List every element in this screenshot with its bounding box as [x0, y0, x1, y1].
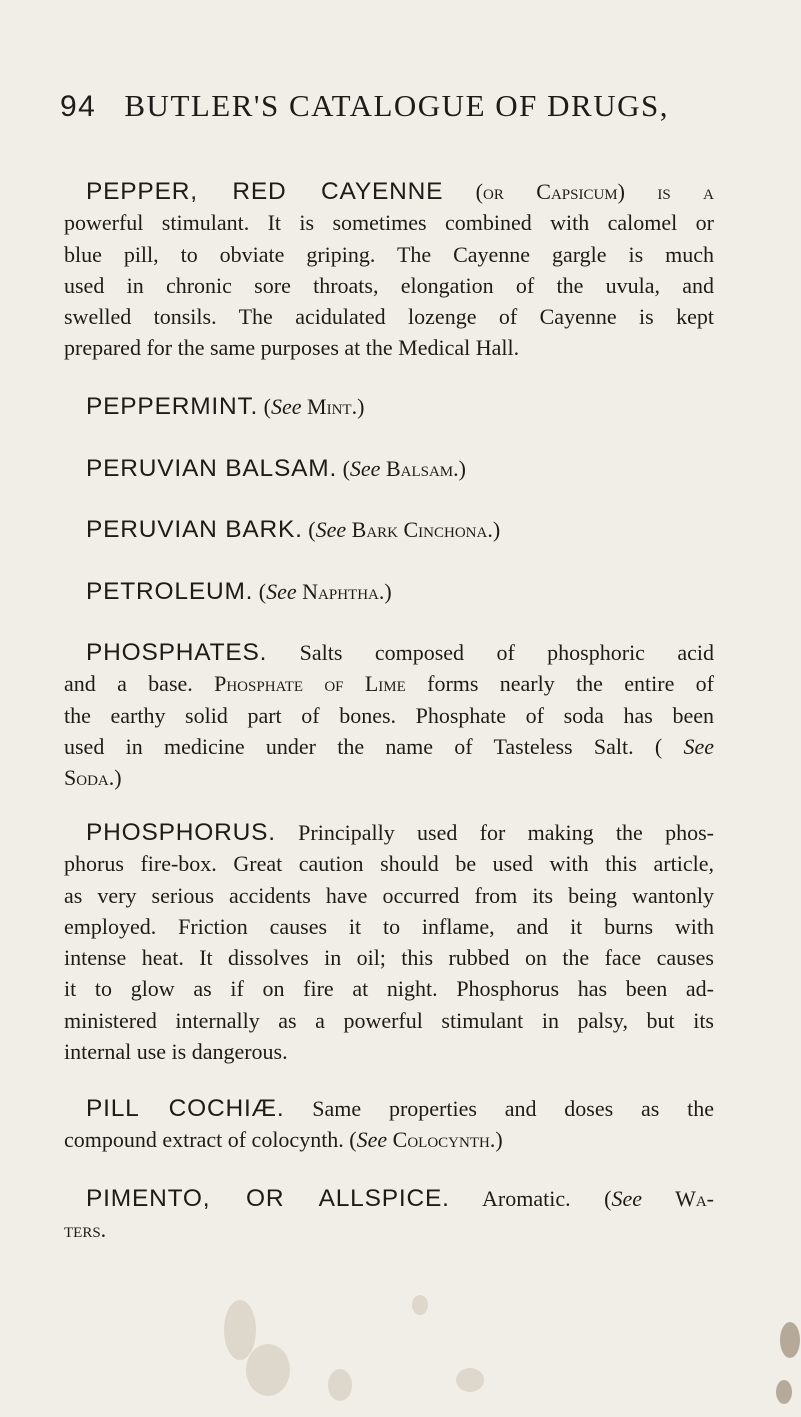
entry-line: and a base. Phosphate of Lime forms nearly the entire of [64, 671, 715, 697]
entry-line: Soda.) [64, 765, 122, 791]
entry-line: intense heat. It dissolves in oil; this rubbed on the face causes [64, 945, 714, 971]
entry-phosphorus [64, 817, 714, 1067]
entry-line: blue pill, to obviate griping. The Cayenne gargle is much [64, 241, 714, 267]
entry-pill-cochiae [64, 1093, 714, 1156]
entry-line: powerful stimulant. It is sometimes combined with calomel or [64, 210, 714, 236]
entry-line: PHOSPHORUS. Principally used for making the phos- [86, 819, 714, 846]
stain-mark [328, 1369, 352, 1401]
stain-mark [780, 1322, 800, 1358]
headword: PETROLEUM. [86, 578, 254, 605]
entry-line: it to glow as if on fire at night. Phosphorus has been ad- [64, 976, 714, 1002]
entry-peruvian-balsam: PERUVIAN BALSAM. (See Balsam.) [86, 455, 466, 482]
entry-line: compound extract of colocynth. (See Colocynth.) [64, 1127, 503, 1153]
entry-line: ministered internally as a powerful stimulant in palsy, but its [64, 1007, 714, 1033]
entry-line: swelled tonsils. The acidulated lozenge of Cayenne is kept [64, 304, 714, 330]
headword: PERUVIAN BALSAM. [86, 455, 338, 482]
stain-mark [224, 1300, 256, 1360]
running-header [60, 88, 760, 124]
stain-mark [456, 1368, 484, 1392]
entry-pimento [64, 1183, 714, 1246]
entry-line: prepared for the same purposes at the Medical Hall. [64, 335, 520, 361]
entry-line: as very serious accidents have occurred from its being wantonly [64, 882, 714, 908]
entry-line: PHOSPHATES. Salts composed of phosphoric acid [86, 639, 714, 666]
entry-line: PILL COCHIÆ. Same properties and doses as the [86, 1095, 714, 1122]
entry-peppermint: PEPPERMINT. (See Mint.) [86, 393, 365, 420]
entry-line: ters. [64, 1217, 107, 1243]
entry-line: used in chronic sore throats, elongation of the uvula, and [64, 272, 714, 298]
stain-mark [776, 1380, 792, 1404]
page-number: 94 [60, 90, 97, 123]
entry-phosphates [64, 637, 714, 793]
entry-line: phorus fire-box. Great caution should be used with this article, [64, 851, 714, 877]
entry-line: used in medicine under the name of Tasteless Salt. ( See [64, 733, 715, 759]
entry-petroleum: PETROLEUM. (See Naphtha.) [86, 578, 392, 605]
headword: PERUVIAN BARK. [86, 516, 303, 543]
entry-line: employed. Friction causes it to inflame, and it burns with [64, 913, 714, 939]
entry-line: the earthy solid part of bones. Phosphate of soda has been [64, 702, 714, 728]
entry-peruvian-bark: PERUVIAN BARK. (See Bark Cinchona.) [86, 516, 501, 543]
running-title: BUTLER'S CATALOGUE OF DRUGS, [124, 88, 669, 123]
stain-mark [412, 1295, 428, 1315]
headword: PEPPERMINT. [86, 393, 259, 420]
stain-mark [246, 1344, 290, 1396]
entry-line: PIMENTO, OR ALLSPICE. Aromatic. (See Wa- [86, 1185, 714, 1212]
entry-line: PEPPER, RED CAYENNE (or Capsicum) is a [86, 178, 714, 205]
entry-line: internal use is dangerous. [64, 1039, 288, 1065]
entry-pepper [64, 176, 714, 364]
